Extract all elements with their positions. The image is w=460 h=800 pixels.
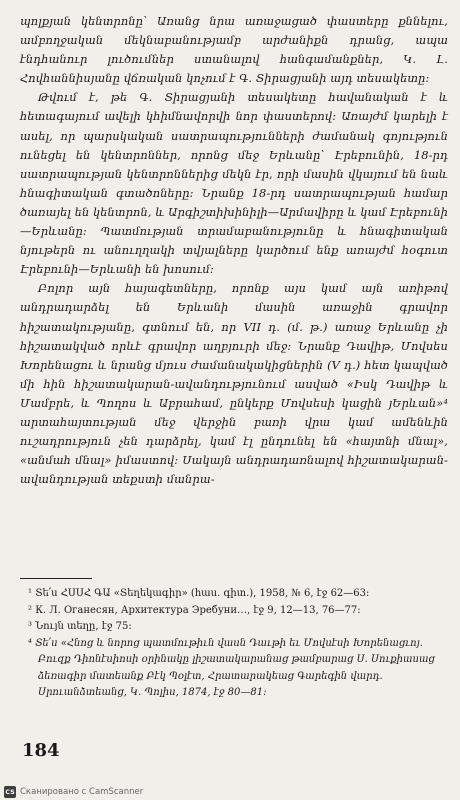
body-text: [20, 12, 448, 489]
paragraph: Թվում է, թե Գ. Տիրացյանի տեսակետը հավանական է և հետագայում ավելի կհիմնավորվի նոր փաստերով։ Առայժմ կարելի է ասել, որ պարսկական սատրապությունների ժամանակ գոյություն ունեցել են կենտրոններ, որոնց մեջ Երևանը՝ Էրեբունին, 18-րդ սատրապության կենտրոններից մեկն էր, որի մասին վկայում են նաև հնագիտական գտածոները։ Նրանք 18-րդ սատրապության համար ծառայել են կենտրոն, և Արգիշտիխինիլի—Արմավիրը և կամ Էրեբունի—Երևանը։ Պատմության տրամաբանությունը և հնագիտական նյութերն ու անուղղակի տվյալները կարծում ենք առայժմ հօգուտ Էրեբունի—Երևանի են խոսում։: [20, 90, 448, 277]
footnote: ² К. Л. Оганесян, Архитектура Эребуни…, էջ 9, 12—13, 76—77:: [28, 604, 361, 616]
page-number: 184: [22, 740, 60, 761]
paragraph: պոլքյան կենտրոնը՝ Առանց նրա առաջացած փաստերը քննելու, ամբողջական մեկնաբանությամբ արժանիքն դրանց, ապա էնդհանուր լուծումներ ստանալով հանգամանքներ, Կ. Լ. Հովհաննիսյանը վճռական կոչում է Գ. Տիրացյանի այդ տեսակետը։: [20, 14, 448, 86]
scanner-label: Сканировано с CamScanner: [20, 786, 144, 797]
footnotes: [20, 586, 448, 702]
paragraph: Բոլոր այն հայագետները, որոնք այս կամ այն առիթով անդրադարձել են Երևանի մասին առաջին գրավոր հիշատակությանը, գտնում են, որ VII դ. (մ. թ.) առաջ Երևանը չի հիշատակված որևէ գրավոր աղբյուրի մեջ։ Նրանք Դավիթ, Մովսես Խորենացու և նրանց մյուս ժամանակակիցներին (V դ.) հետ կապված մի հին հիշատակարան-ավանդությունում ասված «Իսկ Դավիթ և Մամբրե, և Պողոս և Աբրահամ, ընկերք Մովսեսի կացին յԵրևան»⁴ արտահայտության մեջ վերջին բառի վրա կամ ամենևին ուշադրություն չեն դարձրել, կամ էլ ընդունել են «հայտնի մնալ», «անմահ մնալ» իմաստով։ Սակայն անդրադառնալով հիշատակարան-ավանդության տեքստի մանրա-: [20, 281, 448, 487]
scanner-watermark: [0, 783, 460, 800]
footnote: ¹ Տե՛ս ՀՍՍՀ ԳԱ «Տեղեկագիր» (հաս. գիտ.), 1958, № 6, էջ 62—63։: [28, 588, 370, 599]
footnote-divider: [20, 578, 92, 579]
footnote: ⁴ Տե՛ս «Հնոց և նորոց պատմութիւն վասն Դաւթի եւ Մովսէսի Խորենացւոյ. Բուզք Դիոնէսիոսի օրինակը լիշատակարանաց թամբարաց Ս. Սուքիասաց ձեռագիր մատեանք Բէկ Պօլէտ, Հրատարակեաց Գարեգին վարդ. Սրուանձտեանց, Կ. Պոլիս, 1874, էջ 80—81։: [28, 637, 435, 698]
camscanner-logo-icon: CS: [5, 787, 15, 796]
footnote: ³ Նույն տեղը, էջ 75։: [28, 621, 132, 632]
